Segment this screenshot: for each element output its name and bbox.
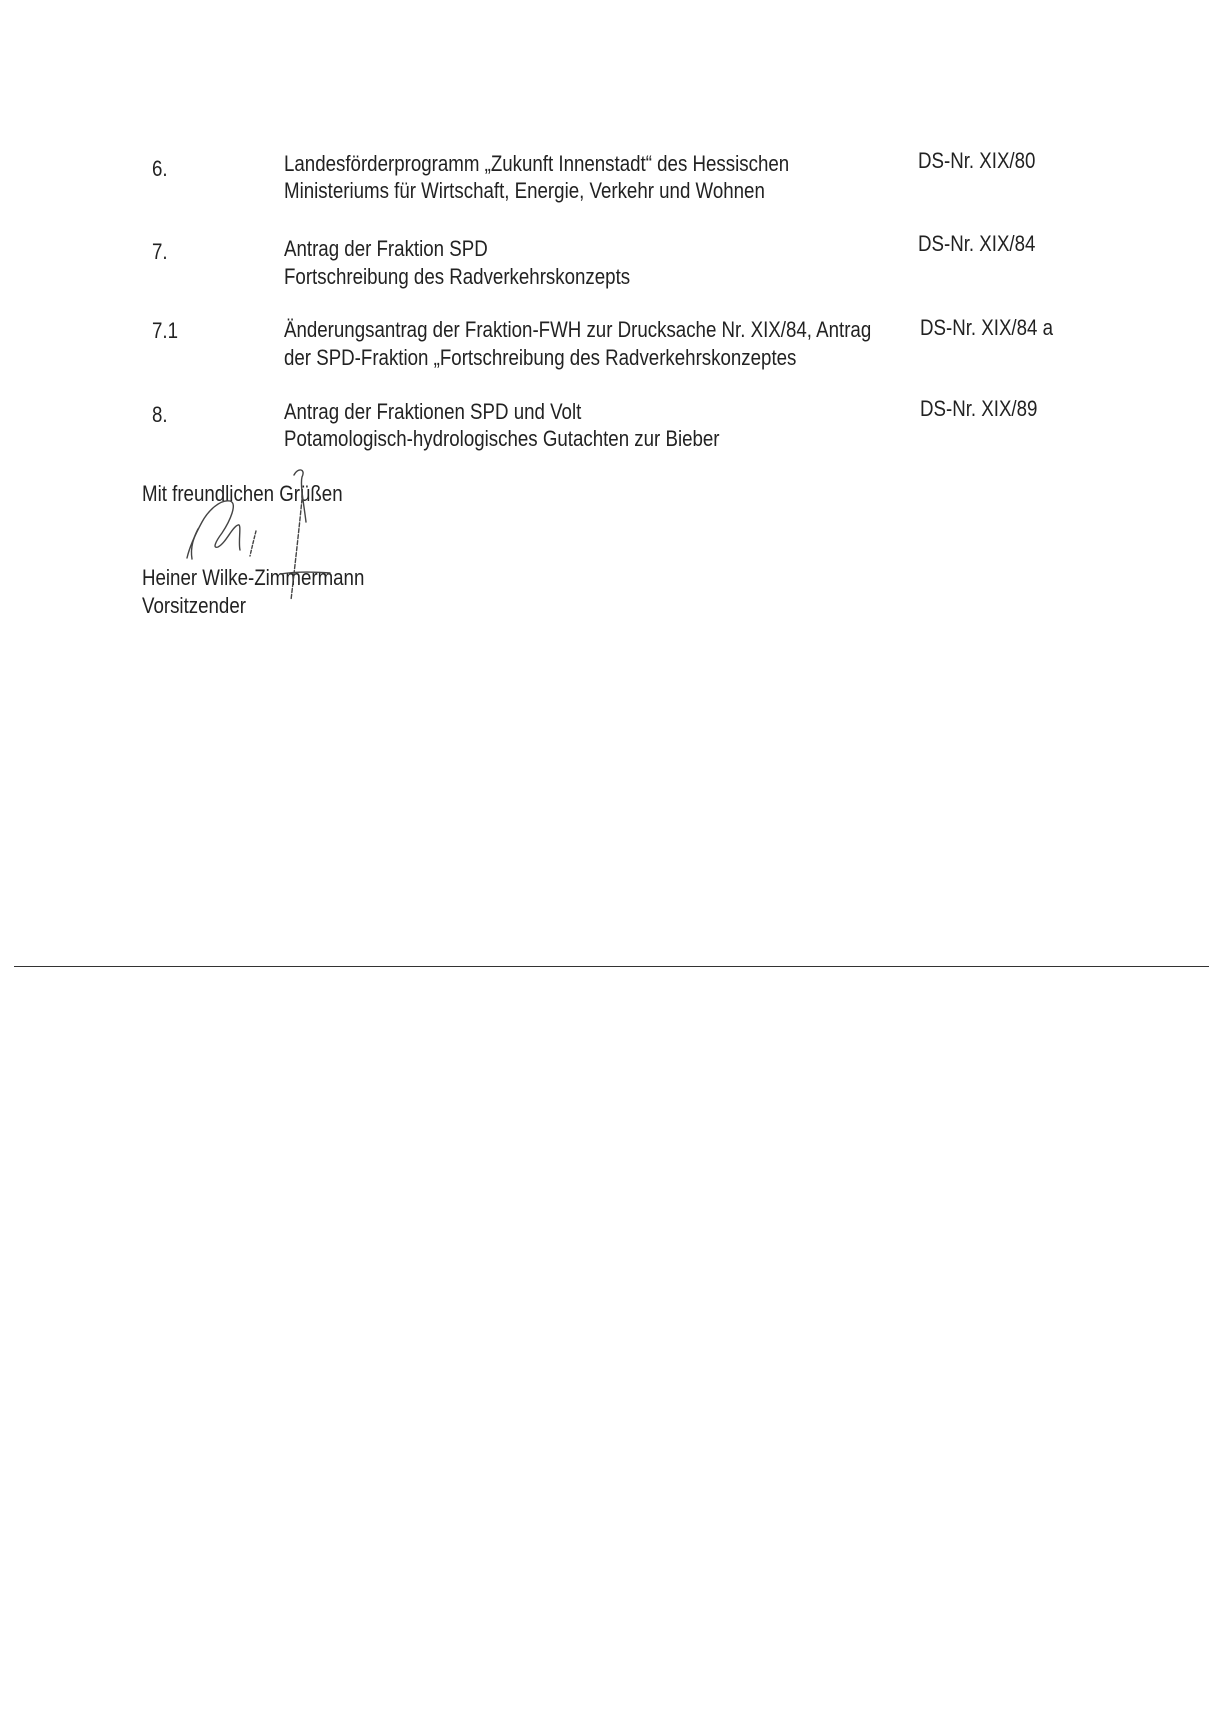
closing-block [0,470,600,630]
item-title-line: Landesförderprogramm „Zukunft Innenstadt“ des Hessischen [284,151,790,176]
item-number: 7. [152,239,168,264]
item-title-line: der SPD-Fraktion „Fortschreibung des Radverkehrskonzeptes [284,345,797,370]
divider-line [14,966,1209,967]
item-title-line: Antrag der Fraktionen SPD und Volt [284,399,582,424]
agenda-item [0,147,1222,209]
document-reference: DS-Nr. XIX/89 [920,396,1038,421]
item-title-line: Änderungsantrag der Fraktion-FWH zur Drucksache Nr. XIX/84, Antrag [284,317,872,342]
item-title-line: Fortschreibung des Radverkehrskonzepts [284,264,631,289]
item-title-line: Potamologisch-hydrologisches Gutachten zur Bieber [284,426,720,451]
signer-name: Heiner Wilke-Zimmermann [142,565,365,590]
document-reference: DS-Nr. XIX/84 a [920,315,1054,340]
document-reference: DS-Nr. XIX/80 [918,148,1036,173]
agenda-item [0,395,1222,457]
item-number: 8. [152,402,168,427]
item-title-line: Antrag der Fraktion SPD [284,236,488,261]
closing-greeting: Mit freundlichen Grüßen [142,481,343,506]
agenda-item [0,314,1222,376]
agenda-item [0,230,1222,292]
signer-role: Vorsitzender [142,593,246,618]
item-title-line: Ministeriums für Wirtschaft, Energie, Verkehr und Wohnen [284,178,765,203]
item-number: 6. [152,156,168,181]
item-number: 7.1 [152,318,179,343]
document-reference: DS-Nr. XIX/84 [918,231,1036,256]
